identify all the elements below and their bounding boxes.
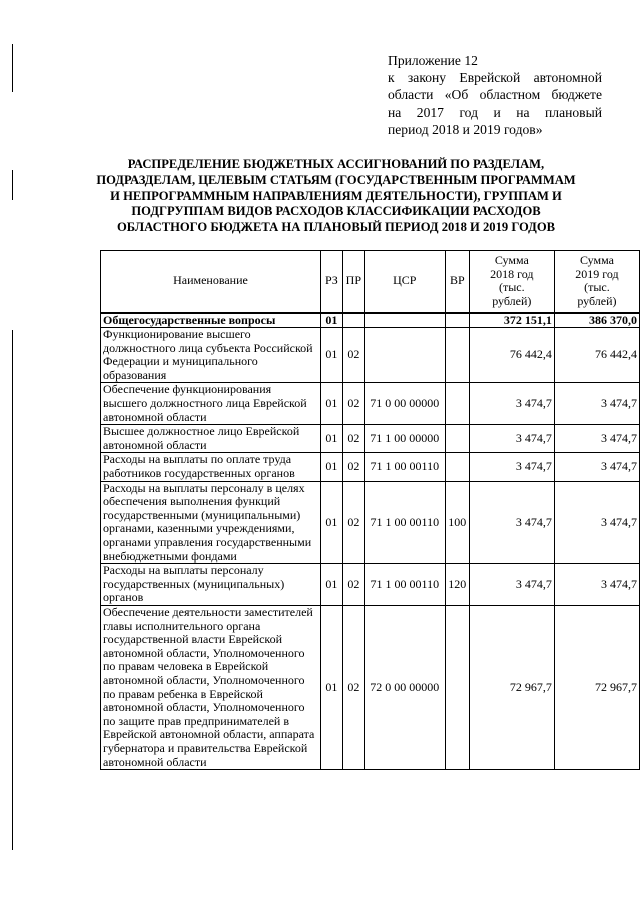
row-name: Расходы на выплаты персоналу в целях обеспечения выполнения функций государственными (муниципальными) органами, казенными учреждениями, органами управления государственными внебюджетными фондами [101, 481, 321, 564]
table-row [101, 328, 640, 383]
table-row [101, 453, 640, 481]
row-rz: 01 [320, 481, 342, 564]
row-csr: 71 1 00 00110 [364, 453, 445, 481]
row-sum-2019: 3 474,7 [554, 564, 639, 606]
row-pr: 02 [342, 328, 364, 383]
row-rz: 01 [320, 453, 342, 481]
scan-margin-line [12, 170, 13, 200]
row-vr: 120 [445, 564, 469, 606]
row-name: Общегосударственные вопросы [101, 313, 321, 328]
row-name: Расходы на выплаты по оплате труда работников государственных органов [101, 453, 321, 481]
row-vr: 100 [445, 481, 469, 564]
row-name: Обеспечение функционирования высшего должностного лица Еврейской автономной области [101, 383, 321, 425]
row-name: Функционирование высшего должностного лица субъекта Российской Федерации и муниципального образования [101, 328, 321, 383]
document-title [96, 157, 576, 236]
row-rz: 01 [320, 328, 342, 383]
row-sum-2018: 3 474,7 [469, 383, 554, 425]
row-vr [445, 383, 469, 425]
title-line: РАСПРЕДЕЛЕНИЕ БЮДЖЕТНЫХ АССИГНОВАНИЙ ПО РАЗДЕЛАМ, [127, 157, 545, 171]
header-sum-2018: Сумма 2018 год (тыс. рублей) [469, 251, 554, 313]
row-pr: 02 [342, 383, 364, 425]
row-csr: 71 1 00 00000 [364, 425, 445, 453]
row-csr: 71 0 00 00000 [364, 383, 445, 425]
row-name: Расходы на выплаты персоналу государственных (муниципальных) органов [101, 564, 321, 606]
row-vr [445, 328, 469, 383]
row-vr [445, 425, 469, 453]
row-csr [364, 313, 445, 328]
row-vr [445, 313, 469, 328]
appendix-number: Приложение 12 [388, 53, 478, 68]
table-row [101, 481, 640, 564]
title-line: И НЕПРОГРАММНЫМ НАПРАВЛЕНИЯМ ДЕЯТЕЛЬНОСТИ), ГРУППАМ И [110, 188, 562, 203]
row-sum-2019: 3 474,7 [554, 481, 639, 564]
row-pr: 02 [342, 425, 364, 453]
row-sum-2019: 3 474,7 [554, 453, 639, 481]
row-sum-2018: 3 474,7 [469, 481, 554, 564]
appendix-line: на 2017 год и на плановый [388, 104, 602, 120]
row-rz: 01 [320, 605, 342, 769]
row-sum-2019: 3 474,7 [554, 383, 639, 425]
appendix-header [388, 52, 602, 138]
row-csr: 72 0 00 00000 [364, 605, 445, 769]
row-sum-2019: 72 967,7 [554, 605, 639, 769]
scan-margin-line [12, 44, 13, 92]
row-name: Высшее должностное лицо Еврейской автономной области [101, 425, 321, 453]
row-sum-2018: 372 151,1 [469, 313, 554, 328]
scan-margin-line [12, 330, 13, 850]
header-pr: ПР [342, 251, 364, 313]
row-sum-2019: 76 442,4 [554, 328, 639, 383]
row-rz: 01 [320, 564, 342, 606]
appendix-line: области «Об областном бюджете [388, 87, 602, 103]
title-line: ПОДГРУППАМ ВИДОВ РАСХОДОВ КЛАССИФИКАЦИИ РАСХОДОВ [131, 204, 541, 219]
header-csr: ЦСР [364, 251, 445, 313]
row-sum-2018: 3 474,7 [469, 453, 554, 481]
row-vr [445, 453, 469, 481]
table-header-row [101, 251, 640, 313]
row-sum-2018: 3 474,7 [469, 425, 554, 453]
table-row [101, 605, 640, 769]
row-pr: 02 [342, 605, 364, 769]
title-line: ОБЛАСТНОГО БЮДЖЕТА НА ПЛАНОВЫЙ ПЕРИОД 2018 И 2019 ГОДОВ [116, 220, 556, 235]
header-sum-2019: Сумма 2019 год (тыс. рублей) [554, 251, 639, 313]
row-sum-2019: 386 370,0 [554, 313, 639, 328]
row-sum-2018: 76 442,4 [469, 328, 554, 383]
header-name: Наименование [101, 251, 321, 313]
row-vr [445, 605, 469, 769]
budget-table [100, 250, 640, 770]
row-csr: 71 1 00 00110 [364, 564, 445, 606]
row-sum-2019: 3 474,7 [554, 425, 639, 453]
row-csr [364, 328, 445, 383]
table-row [101, 564, 640, 606]
table-row [101, 313, 640, 328]
row-pr [342, 313, 364, 328]
row-rz: 01 [320, 383, 342, 425]
row-pr: 02 [342, 481, 364, 564]
row-sum-2018: 72 967,7 [469, 605, 554, 769]
header-vr: ВР [445, 251, 469, 313]
row-pr: 02 [342, 564, 364, 606]
table-row [101, 425, 640, 453]
row-pr: 02 [342, 453, 364, 481]
table-row [101, 383, 640, 425]
row-csr: 71 1 00 00110 [364, 481, 445, 564]
appendix-line: к закону Еврейской автономной [388, 70, 602, 86]
row-rz: 01 [320, 425, 342, 453]
row-sum-2018: 3 474,7 [469, 564, 554, 606]
row-name: Обеспечение деятельности заместителей главы исполнительного органа государственной власти Еврейской автономной области, Уполномоченного по правам человека в Еврейской автономной области, Уполномоченного по правам ребенка в Еврейской автономной области, Уполномоченного по защите прав предпринимателей в Еврейской автономной области, аппарата губернатора и правительства Еврейской автономной области [101, 605, 321, 769]
appendix-line: период 2018 и 2019 годов» [388, 121, 543, 137]
row-rz: 01 [320, 313, 342, 328]
title-line: ПОДРАЗДЕЛАМ, ЦЕЛЕВЫМ СТАТЬЯМ (ГОСУДАРСТВЕННЫМ ПРОГРАММАМ [96, 172, 576, 187]
header-rz: РЗ [320, 251, 342, 313]
